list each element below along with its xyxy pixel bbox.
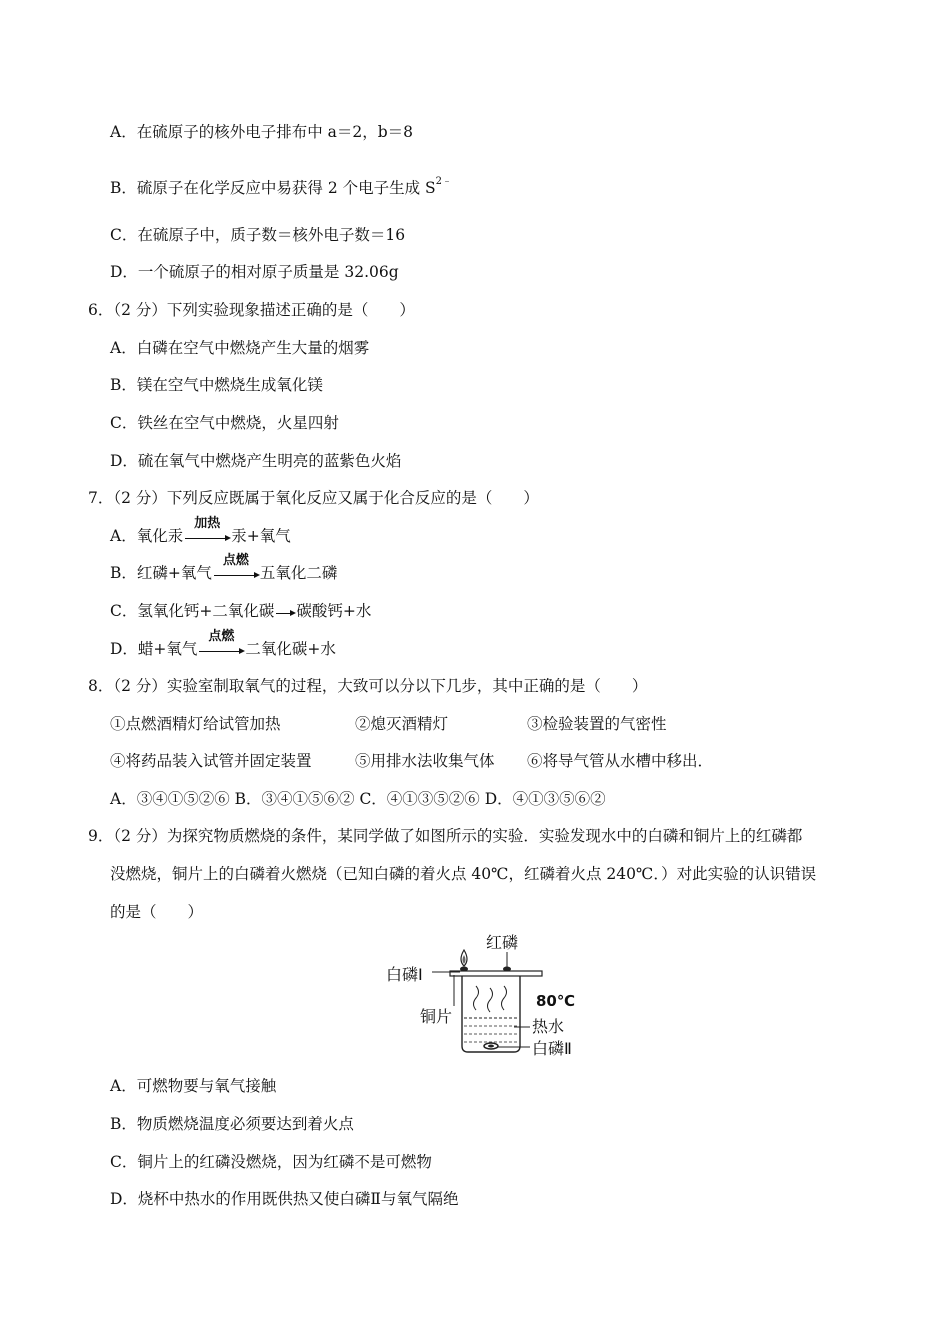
q9-option-d: D．烧杯中热水的作用既供热又使白磷Ⅱ与氧气隔绝: [110, 1190, 459, 1208]
q7-b-reactant: B．红磷+氧气: [110, 564, 212, 582]
q9-stem-line-3: 的是（ ）: [110, 903, 204, 921]
q9-stem-line-2: 没燃烧，铜片上的白磷着火燃烧（已知白磷的着火点 40℃，红磷着火点 240℃．）对此实验的认识错误: [110, 865, 817, 883]
q8-step-3: ③检验装置的气密性: [527, 715, 667, 733]
reaction-condition: 点燃: [222, 553, 249, 568]
q7-stem: 7．（2 分）下列反应既属于氧化反应又属于化合反应的是（ ）: [88, 489, 539, 507]
q5-option-a: A．在硫原子的核外电子排布中 a＝2，b＝8: [110, 123, 414, 141]
q7-d-reactant: D．蜡+氧气: [110, 640, 198, 658]
q9-option-c: C．铜片上的红磷没燃烧，因为红磷不是可燃物: [110, 1153, 432, 1171]
q8-step-6: ⑥将导气管从水槽中移出．: [527, 752, 714, 770]
q7-a-reactant: A．氧化汞: [110, 527, 184, 545]
label-white-phosphorus-2: 白磷Ⅱ: [532, 1039, 572, 1058]
q7-d-product: 二氧化碳+水: [245, 640, 336, 658]
q8-step-2: ②熄灭酒精灯: [355, 715, 449, 733]
q8-step-1: ①点燃酒精灯给试管加热: [110, 715, 281, 733]
red-phosphorus: [503, 967, 511, 972]
sulfide-charge: 2﹣: [435, 176, 453, 187]
arrow-icon: [199, 651, 243, 653]
q6-option-a: A．白磷在空气中燃烧产生大量的烟雾: [110, 339, 370, 357]
q7-option-b: [110, 553, 338, 583]
reaction-arrow: [274, 599, 296, 619]
q6-option-c: C．铁丝在空气中燃烧，火星四射: [110, 414, 339, 432]
q5-option-d: D．一个硫原子的相对原子质量是 32.06g: [110, 263, 399, 281]
q7-option-c: [110, 599, 371, 621]
q6-option-b: B．镁在空气中燃烧生成氧化镁: [110, 376, 323, 394]
arrow-icon: [276, 613, 294, 615]
q8-step-5: ⑤用排水法收集气体: [355, 752, 495, 770]
q7-option-a: [110, 516, 291, 546]
q7-option-d: [110, 629, 336, 659]
q8-stem: 8．（2 分）实验室制取氧气的过程，大致可以分以下几步，其中正确的是（ ）: [88, 677, 648, 695]
label-red-phosphorus: 红磷: [486, 933, 519, 952]
reaction-arrow: [197, 629, 245, 657]
beaker-diagram: [380, 928, 590, 1063]
arrow-icon: [185, 538, 229, 540]
label-hot-water: 热水: [532, 1017, 565, 1036]
q9-stem-line-1: 9．（2 分）为探究物质燃烧的条件，某同学做了如图所示的实验．实验发现水中的白磷和铜片上的红磷都: [88, 827, 803, 845]
q7-b-product: 五氧化二磷: [259, 564, 338, 582]
label-white-phosphorus-1: 白磷Ⅰ: [386, 965, 423, 984]
q7-c-reactant: C．氢氧化钙+二氧化碳: [110, 602, 275, 620]
q9-option-a: A．可燃物要与氧气接触: [110, 1077, 277, 1095]
reaction-arrow: [183, 516, 231, 544]
q5-option-c: C．在硫原子中，质子数＝核外电子数＝16: [110, 226, 406, 244]
q6-stem: 6．（2 分）下列实验现象描述正确的是（ ）: [88, 301, 415, 319]
q8-step-4: ④将药品装入试管并固定装置: [110, 752, 312, 770]
q8-options: A．③④①⑤②⑥ B．③④①⑤⑥② C．④①③⑤②⑥ D．④①③⑤⑥②: [110, 790, 606, 808]
label-temperature: 80℃: [536, 992, 576, 1010]
arrow-icon: [214, 575, 258, 577]
reaction-condition: 点燃: [208, 629, 235, 644]
q5-option-b: [110, 172, 452, 198]
q9-option-b: B．物质燃烧温度必须要达到着火点: [110, 1115, 354, 1133]
combustion-experiment-figure: [380, 928, 590, 1063]
reaction-condition: 加热: [194, 516, 221, 531]
copper-sheet: [450, 971, 542, 976]
q5-option-b-text: B．硫原子在化学反应中易获得 2 个电子生成 S: [110, 179, 436, 197]
label-copper-sheet: 铜片: [420, 1007, 453, 1026]
reaction-arrow: [212, 553, 260, 581]
q7-c-product: 碳酸钙+水: [296, 602, 372, 620]
q6-option-d: D．硫在氧气中燃烧产生明亮的蓝紫色火焰: [110, 452, 402, 470]
q7-a-product: 汞+氧气: [231, 527, 291, 545]
white-phosphorus-1: [460, 967, 468, 972]
